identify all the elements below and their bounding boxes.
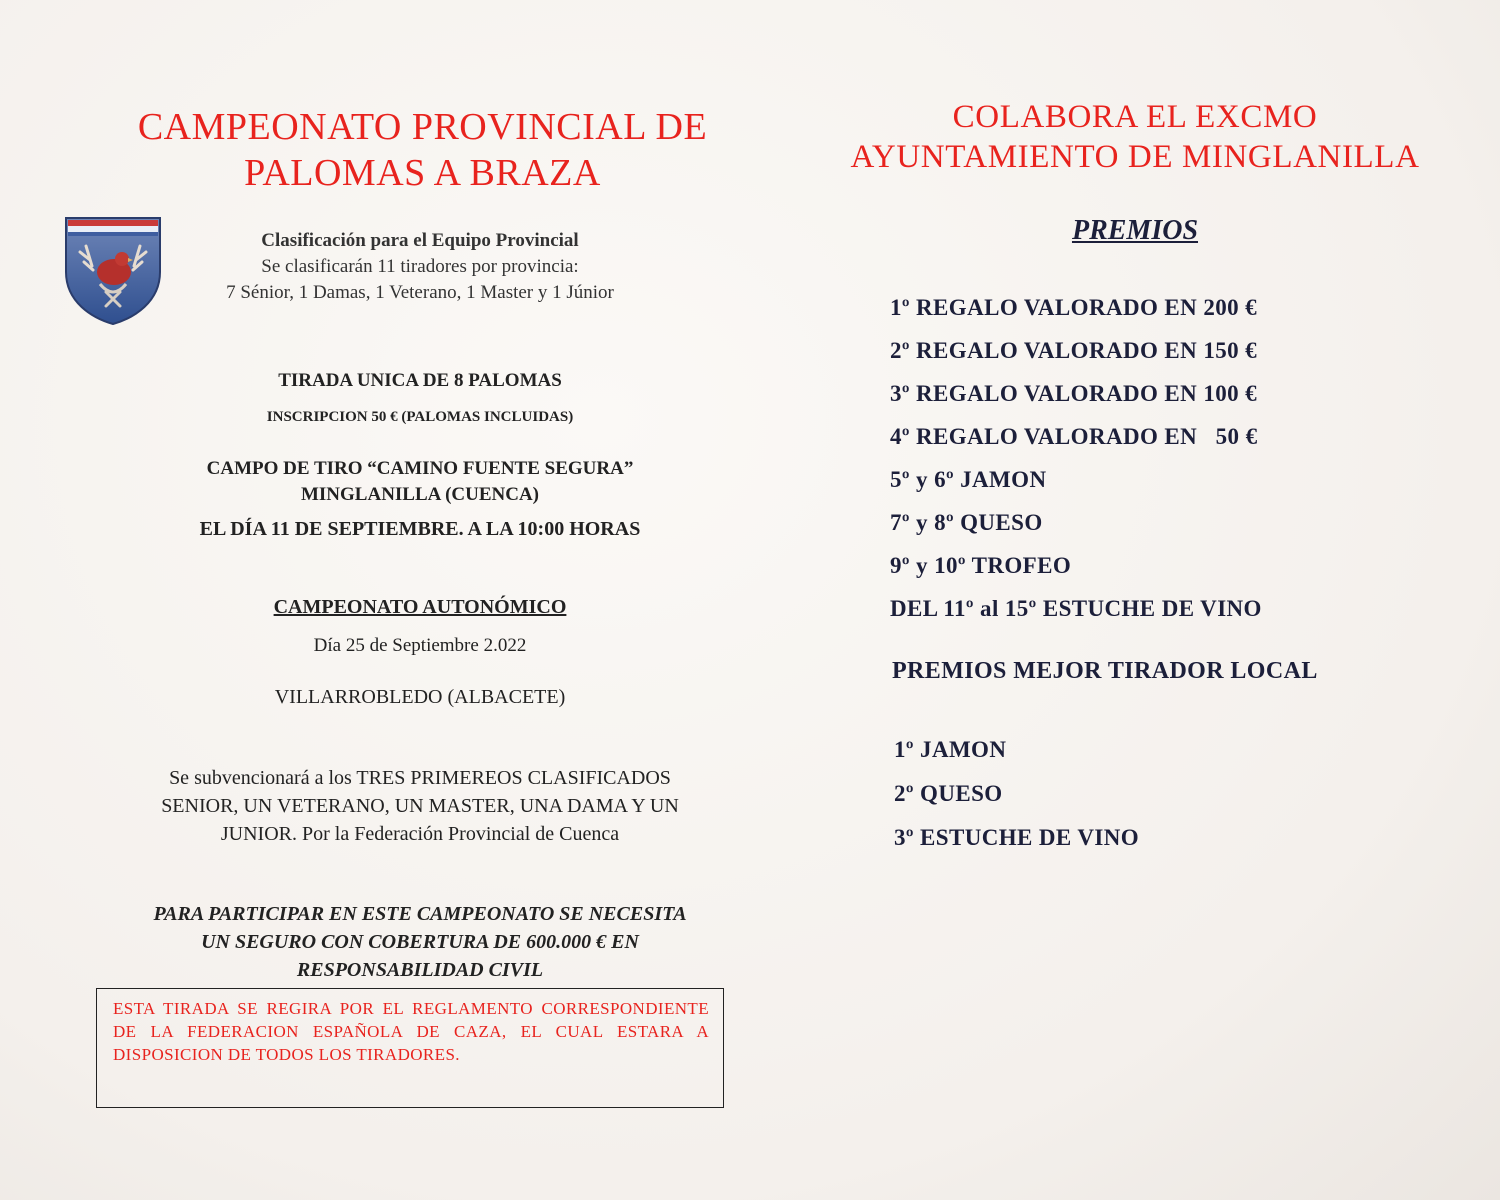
tirada-text: TIRADA UNICA DE 8 PALOMAS (278, 370, 562, 391)
premios-heading: PREMIOS (1071, 215, 1199, 246)
subvencion-line2: SENIOR, UN VETERANO, UN MASTER, UNA DAMA Y UN (161, 795, 679, 817)
local-prize-item: 1º JAMON (894, 737, 1007, 762)
prize-item: 5º y 6º JAMON (890, 467, 1047, 492)
clasificacion-block (170, 228, 670, 306)
main-title (60, 104, 785, 196)
prize-item: 3º REGALO VALORADO EN 100 € (890, 381, 1258, 406)
prize-list (890, 293, 1262, 637)
seguro-line3: RESPONSABILIDAD CIVIL (296, 959, 544, 981)
fecha-text: EL DÍA 11 DE SEPTIEMBRE. A LA 10:00 HORAS (199, 518, 641, 540)
colabora-title (800, 97, 1470, 177)
prize-item: 1º REGALO VALORADO EN 200 € (890, 295, 1258, 320)
subvencion-line1: Se subvencionará a los TRES PRIMEREOS CLASIFICADOS (169, 767, 671, 789)
inscripcion-text: INSCRIPCION 50 € (PALOMAS INCLUIDAS) (266, 409, 574, 425)
local-prizes-heading: PREMIOS MEJOR TIRADOR LOCAL (892, 658, 1318, 684)
colabora-line2: AYUNTAMIENTO DE MINGLANILLA (850, 139, 1420, 175)
autonomico-title: CAMPEONATO AUTONÓMICO (273, 596, 567, 618)
subvencion-block (100, 764, 740, 848)
local-prize-item: 2º QUESO (894, 781, 1003, 806)
clasificacion-line2: Se clasificarán 11 tiradores por provincia: (261, 256, 579, 277)
reglamento-box (96, 988, 724, 1108)
campo-line1: CAMPO DE TIRO “CAMINO FUENTE SEGURA” (206, 458, 634, 479)
reglamento-text: ESTA TIRADA SE REGIRA POR EL REGLAMENTO CORRESPONDIENTE DE LA FEDERACION ESPAÑOLA DE CAZA, EL CUAL ESTARA A DISPOSICION DE TODOS LOS TIRADORES. (113, 999, 709, 1064)
prize-item: DEL 11º al 15º ESTUCHE DE VINO (890, 596, 1262, 621)
seguro-block (60, 900, 780, 984)
prize-item: 7º y 8º QUESO (890, 510, 1043, 535)
main-title-line2: PALOMAS A BRAZA (244, 152, 601, 194)
clasificacion-line3: 7 Sénior, 1 Damas, 1 Veterano, 1 Master y 1 Júnior (226, 282, 614, 303)
prize-item: 2º REGALO VALORADO EN 150 € (890, 338, 1258, 363)
local-prize-item: 3º ESTUCHE DE VINO (894, 825, 1140, 850)
main-title-line1: CAMPEONATO PROVINCIAL DE (137, 106, 708, 148)
campo-block (100, 456, 740, 508)
campo-line2: MINGLANILLA (CUENCA) (300, 484, 540, 505)
colabora-line1: COLABORA EL EXCMO (952, 99, 1318, 135)
clasificacion-heading: Clasificación para el Equipo Provincial (261, 230, 579, 251)
prize-item: 9º y 10º TROFEO (890, 553, 1072, 578)
seguro-line2: UN SEGURO CON COBERTURA DE 600.000 € EN (201, 931, 639, 953)
prize-item: 4º REGALO VALORADO EN 50 € (890, 424, 1258, 449)
autonomico-fecha: Día 25 de Septiembre 2.022 (313, 635, 527, 656)
autonomico-lugar: VILLARROBLEDO (ALBACETE) (274, 686, 566, 708)
federation-crest-icon (62, 214, 164, 326)
local-prize-list (894, 735, 1139, 867)
subvencion-line3: JUNIOR. Por la Federación Provincial de Cuenca (220, 823, 620, 845)
seguro-line1: PARA PARTICIPAR EN ESTE CAMPEONATO SE NECESITA (153, 903, 687, 925)
